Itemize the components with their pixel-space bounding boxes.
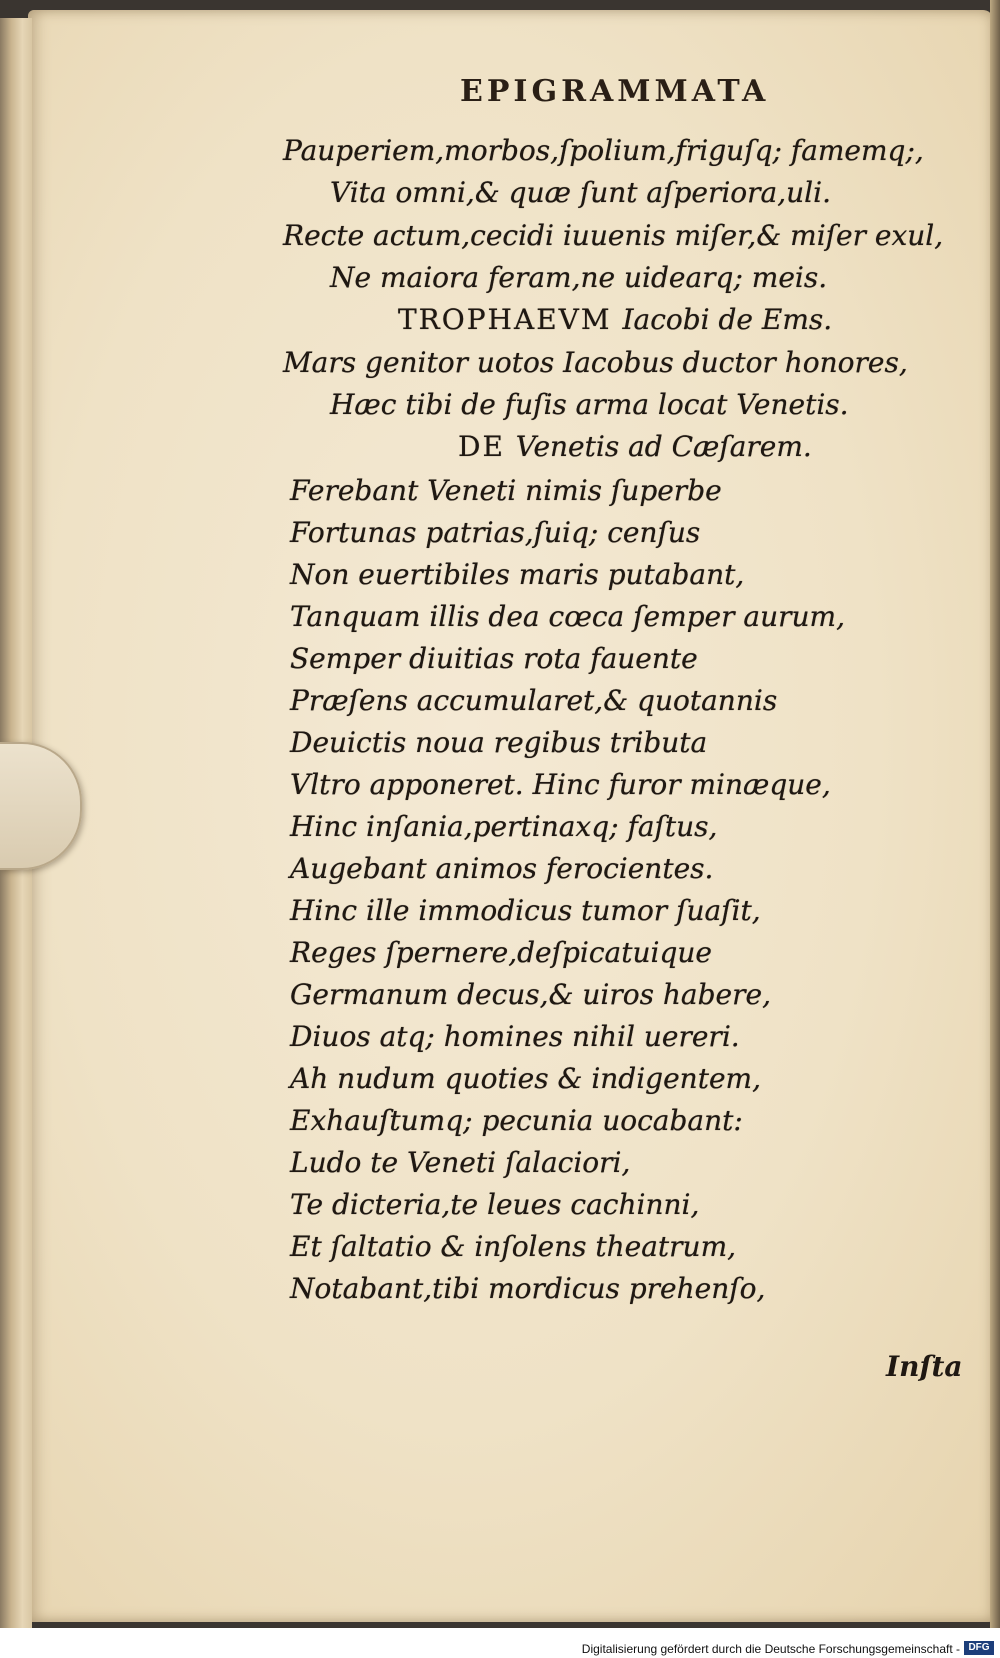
poem-line: Reges ſpernere,deſpicatuique [290, 936, 712, 969]
poem-line: Diuos atq; homines nihil uereri. [290, 1020, 740, 1053]
poem-line: Hinc inſania,pertinaxq; faſtus, [290, 810, 718, 843]
section-heading-de-venetis [458, 430, 812, 463]
poem-line: Ah nudum quoties & indigentem, [290, 1062, 761, 1095]
verse-line: Vita omni,& quæ ſunt aſperiora,uli. [330, 176, 831, 209]
poem-line: Fortunas patrias,ſuiq; cenſus [290, 516, 701, 549]
verse-line: Ne maiora feram,ne uidearq; meis. [330, 261, 828, 294]
poem-line: Germanum decus,& uiros habere, [290, 978, 771, 1011]
poem-line: Hinc ille immodicus tumor ſuaſit, [290, 894, 761, 927]
heading-rest: Venetis ad Cæſarem. [515, 430, 812, 463]
footer-credit: Digitalisierung gefördert durch die Deutsche Forschungsgemeinschaft - [581, 1642, 960, 1656]
poem-line: Et ſaltatio & inſolens theatrum, [290, 1230, 737, 1263]
poem-line: Deuictis noua regibus tributa [290, 726, 708, 759]
running-title: EPIGRAMMATA [460, 74, 770, 109]
section-heading-trophaeum [398, 303, 832, 336]
page-edge-right [990, 0, 1000, 1628]
poem-line: Vltro apponeret. Hinc furor minæque, [290, 768, 831, 801]
poem-line: Præſens accumularet,& quotannis [290, 684, 778, 717]
heading-rest: Iacobi de Ems. [622, 303, 833, 336]
verse-line: Recte actum,cecidi iuuenis miſer,& miſer exul, [283, 219, 944, 252]
poem-line: Semper diuitias rota fauente [290, 642, 698, 675]
poem-line: Non euertibiles maris putabant, [290, 558, 745, 591]
poem-line: Ludo te Veneti ſalaciori, [290, 1146, 631, 1179]
verse-line: Mars genitor uotos Iacobus ductor honores, [283, 346, 908, 379]
poem-line: Exhauſtumq; pecunia uocabant: [290, 1104, 743, 1137]
poem-line: Te dicteria,te leues cachinni, [290, 1188, 700, 1221]
verse-line: Hæc tibi de fuſis arma locat Venetis. [330, 388, 849, 421]
poem-line: Augebant animos ferocientes. [290, 852, 714, 885]
catchword: Inſta [886, 1350, 963, 1383]
verse-line: Pauperiem,morbos,ſpolium,friguſq; famemq;, [283, 134, 924, 167]
poem-line: Tanquam illis dea cœca ſemper aurum, [290, 600, 846, 633]
poem-line: Notabant,tibi mordicus prehenſo, [290, 1272, 766, 1305]
dfg-logo: DFG [964, 1641, 994, 1655]
heading-label: DE [458, 430, 505, 463]
heading-label: TROPHAEVM [398, 303, 612, 336]
poem-line: Ferebant Veneti nimis ſuperbe [290, 474, 722, 507]
